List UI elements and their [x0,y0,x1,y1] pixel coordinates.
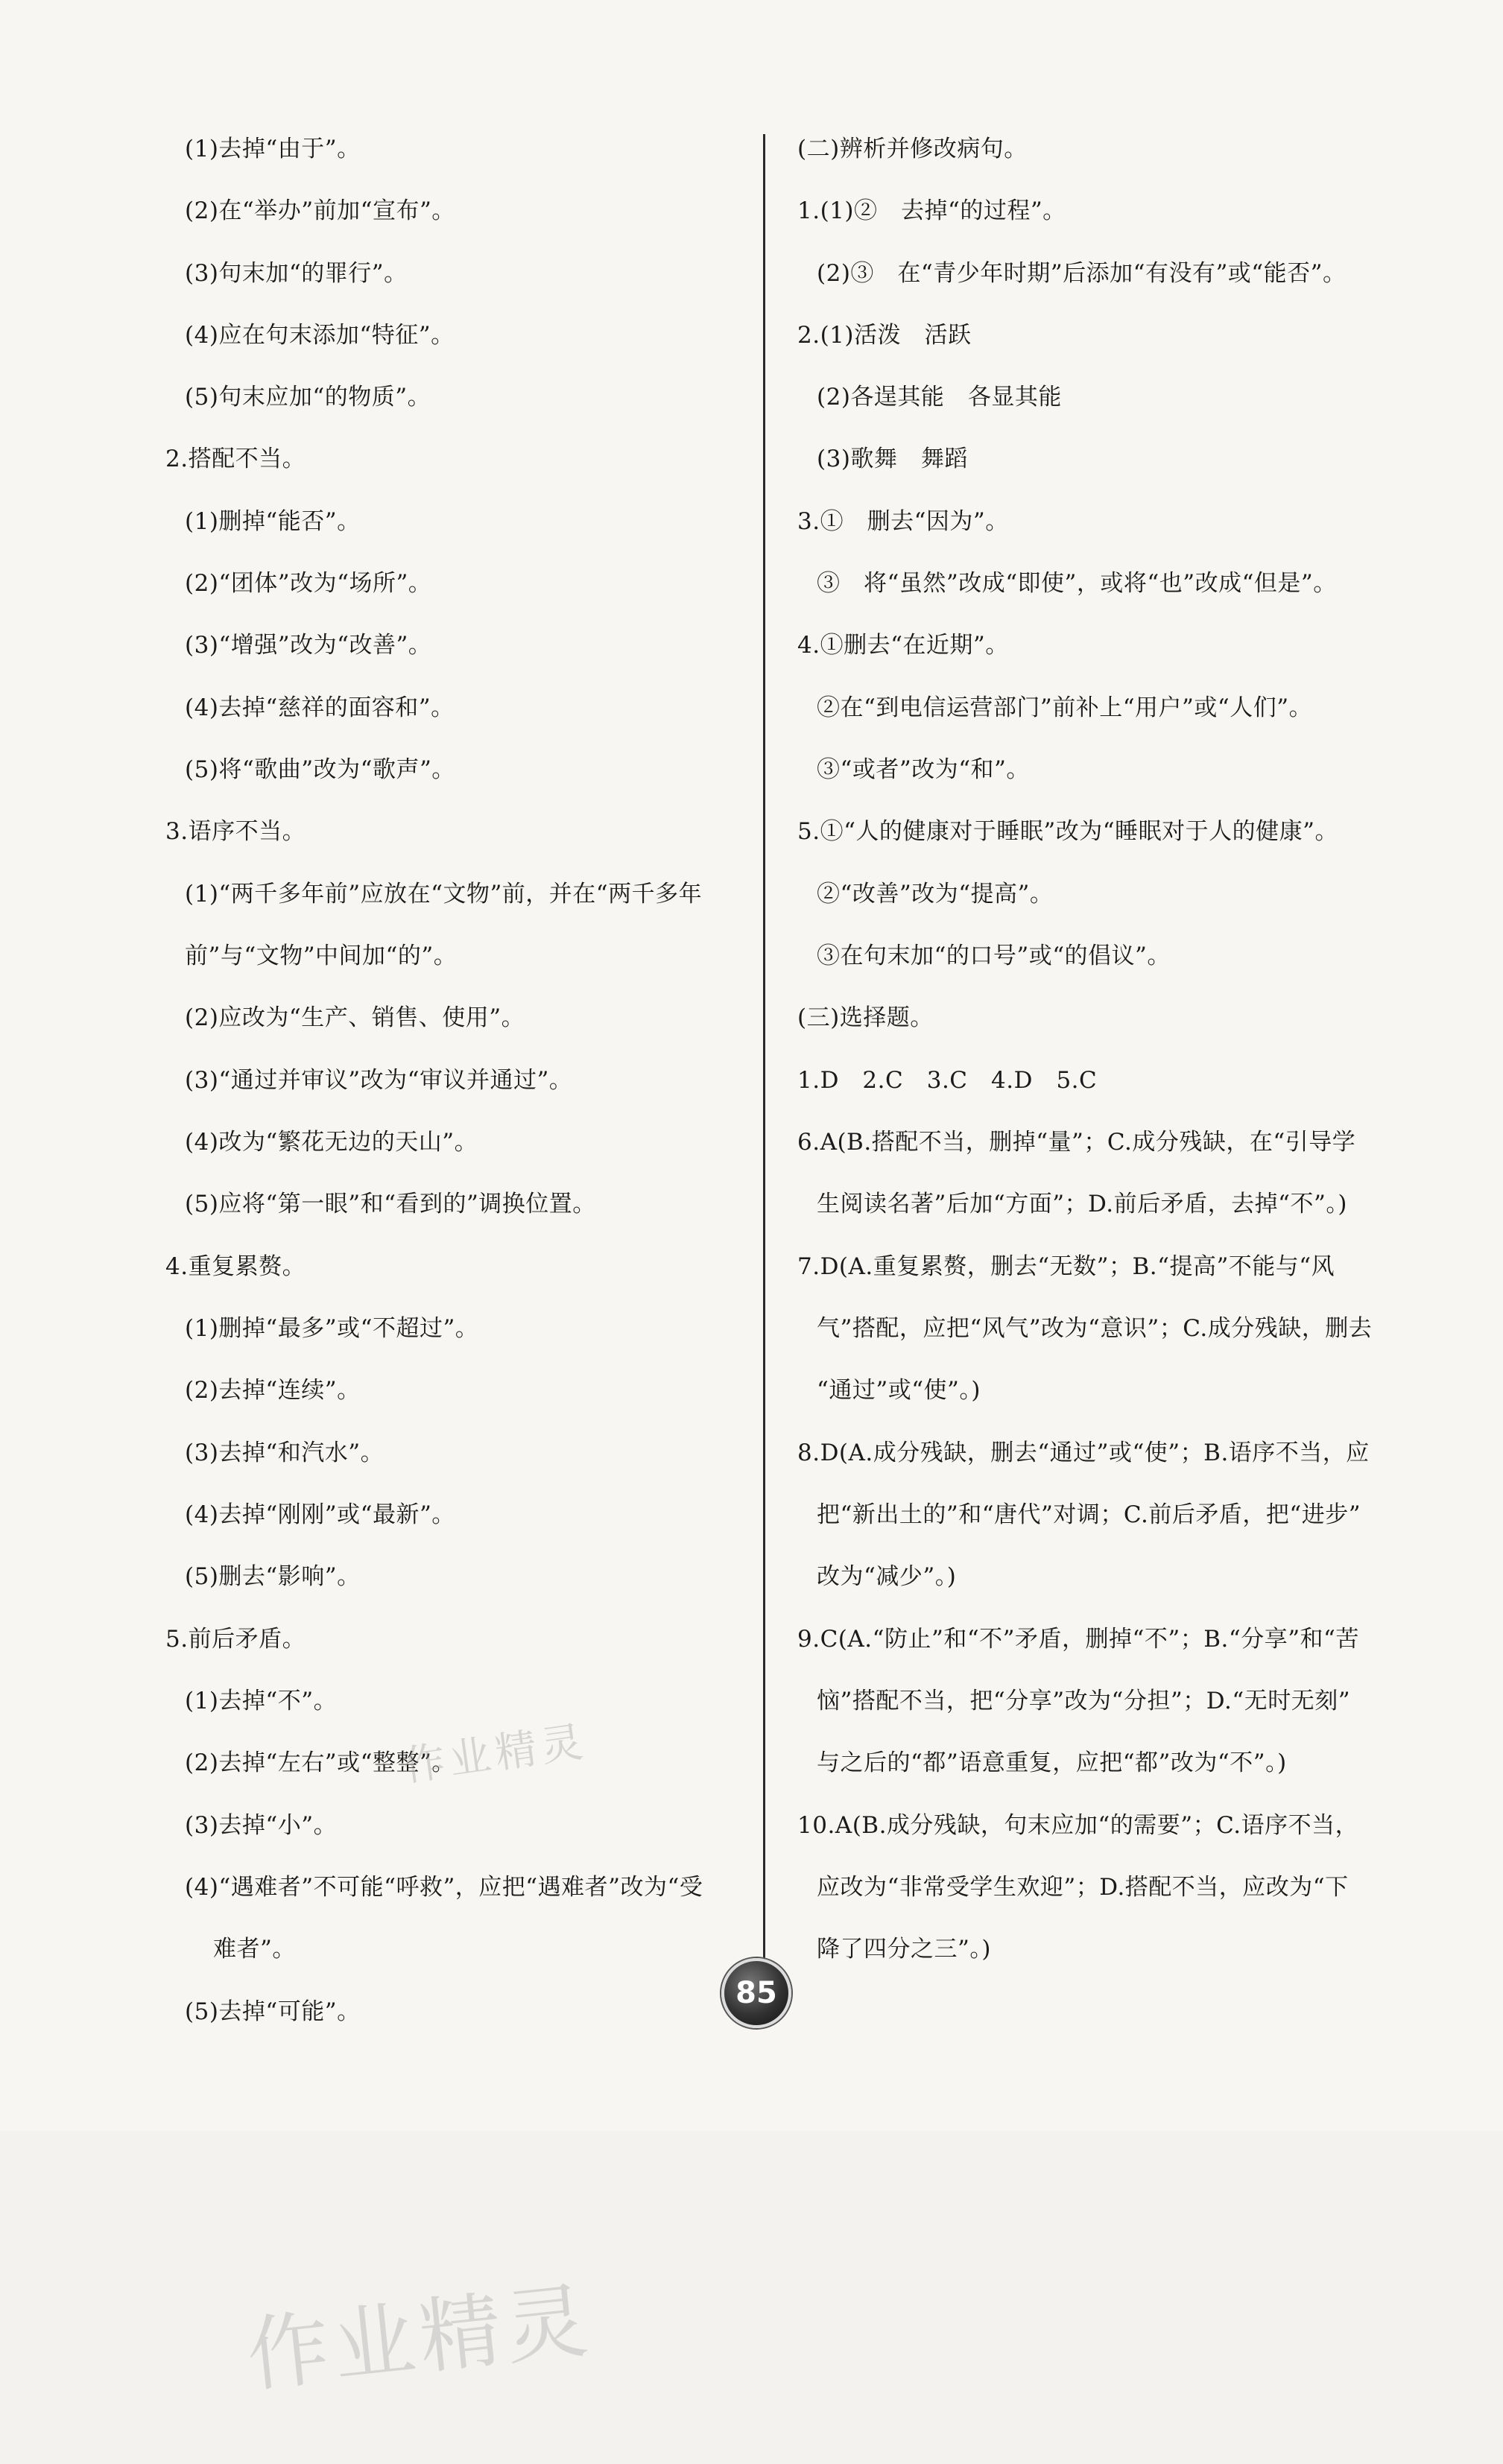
section-heading: 5.前后矛盾。 [165,1626,306,1653]
text-line: (1)“两千多年前”应放在“文物”前，并在“两千多年 [185,881,703,908]
text-line: (1)删掉“最多”或“不超过”。 [185,1315,479,1342]
text-line: 降了四分之三”。) [817,1936,991,1963]
section-heading: 4.重复累赘。 [165,1253,306,1280]
text-line: (4)改为“繁花无边的天山”。 [185,1129,478,1156]
text-line: (1)删掉“能否”。 [185,508,361,535]
text-line: (3)句末加“的罪行”。 [185,260,408,287]
text-line: 6.A(B.搭配不当，删掉“量”；C.成分残缺，在“引导学 [797,1129,1356,1156]
text-line: 2.(1)活泼 活跃 [797,322,972,349]
watermark: 作业精灵 [400,1717,590,1791]
text-line: (2)③ 在“青少年时期”后添加“有没有”或“能否”。 [817,260,1347,287]
text-line: (2)应改为“生产、销售、使用”。 [185,1004,525,1031]
text-line: (5)应将“第一眼”和“看到的”调换位置。 [185,1191,596,1217]
text-line: 10.A(B.成分残缺，句末应加“的需要”；C.语序不当， [797,1812,1359,1839]
text-line: (2)在“举办”前加“宣布”。 [185,197,455,224]
text-line: 把“新出土的”和“唐代”对调；C.前后矛盾，把“进步” [817,1501,1361,1528]
text-line: 恼”搭配不当，把“分享”改为“分担”；D.“无时无刻” [817,1688,1351,1714]
text-line: 1.D 2.C 3.C 4.D 5.C [797,1067,1098,1094]
text-line: 生阅读名著”后加“方面”；D.前后矛盾，去掉“不”。) [817,1191,1347,1217]
text-line: (4)“遇难者”不可能“呼救”，应把“遇难者”改为“受 [185,1874,703,1901]
column-divider [763,134,765,1982]
text-line: 9.C(A.“防止”和“不”矛盾，删掉“不”；B.“分享”和“苦 [797,1626,1359,1653]
text-line: ②在“到电信运营部门”前补上“用户”或“人们”。 [817,694,1313,721]
text-line: 难者”。 [213,1936,296,1963]
section-heading: (二)辨析并修改病句。 [797,136,1028,162]
text-line: 7.D(A.重复累赘，删去“无数”；B.“提高”不能与“风 [797,1253,1335,1280]
text-line: 1.(1)② 去掉“的过程”。 [797,197,1066,224]
text-line: ③“或者”改为“和”。 [817,756,1030,783]
watermark-bottom: 作业精灵 [242,2273,597,2404]
section-heading: 3.语序不当。 [165,818,306,845]
text-line: (3)去掉“和汽水”。 [185,1440,385,1466]
text-line: ②“改善”改为“提高”。 [817,881,1054,908]
text-line: 气”搭配，应把“风气”改为“意识”；C.成分残缺，删去 [817,1315,1373,1342]
text-line: (2)去掉“左右”或“整整”。 [185,1749,455,1776]
text-line: (1)去掉“不”。 [185,1688,338,1714]
text-line: 4.①删去“在近期”。 [797,632,1009,659]
text-line: (5)删去“影响”。 [185,1563,361,1590]
section-heading: (三)选择题。 [797,1004,934,1031]
section-heading: 2.搭配不当。 [165,446,306,472]
text-line: (3)“增强”改为“改善”。 [185,632,432,659]
text-line: (4)去掉“慈祥的面容和”。 [185,694,455,721]
text-line: (1)去掉“由于”。 [185,136,361,162]
text-line: ③在句末加“的口号”或“的倡议”。 [817,943,1171,969]
text-line: (5)去掉“可能”。 [185,1998,361,2025]
text-line: (5)将“歌曲”改为“歌声”。 [185,756,455,783]
text-line: (2)“团体”改为“场所”。 [185,570,432,597]
text-line: (3)“通过并审议”改为“审议并通过”。 [185,1067,573,1094]
text-line: 8.D(A.成分残缺，删去“通过”或“使”；B.语序不当，应 [797,1440,1370,1466]
text-line: ③ 将“虽然”改成“即使”，或将“也”改成“但是”。 [817,570,1337,597]
text-line: 与之后的“都”语意重复，应把“都”改为“不”。) [817,1749,1287,1776]
text-line: (4)应在句末添加“特征”。 [185,322,455,349]
page-number: 85 [735,1976,777,2010]
text-line: 3.① 删去“因为”。 [797,508,1009,535]
text-line: (2)各逞其能 各显其能 [817,384,1062,411]
page-number-badge [721,1958,791,2028]
text-line: (5)句末应加“的物质”。 [185,384,431,411]
text-line: 5.①“人的健康对于睡眠”改为“睡眠对于人的健康”。 [797,818,1338,845]
text-line: (2)去掉“连续”。 [185,1377,361,1404]
text-line: (4)去掉“刚刚”或“最新”。 [185,1501,455,1528]
text-line: 改为“减少”。) [817,1563,957,1590]
text-line: (3)歌舞 舞蹈 [817,446,968,472]
text-line: 应改为“非常受学生欢迎”；D.搭配不当，应改为“下 [817,1874,1349,1901]
text-line: (3)去掉“小”。 [185,1812,338,1839]
text-line: “通过”或“使”。) [817,1377,981,1404]
text-line: 前”与“文物”中间加“的”。 [185,943,458,969]
